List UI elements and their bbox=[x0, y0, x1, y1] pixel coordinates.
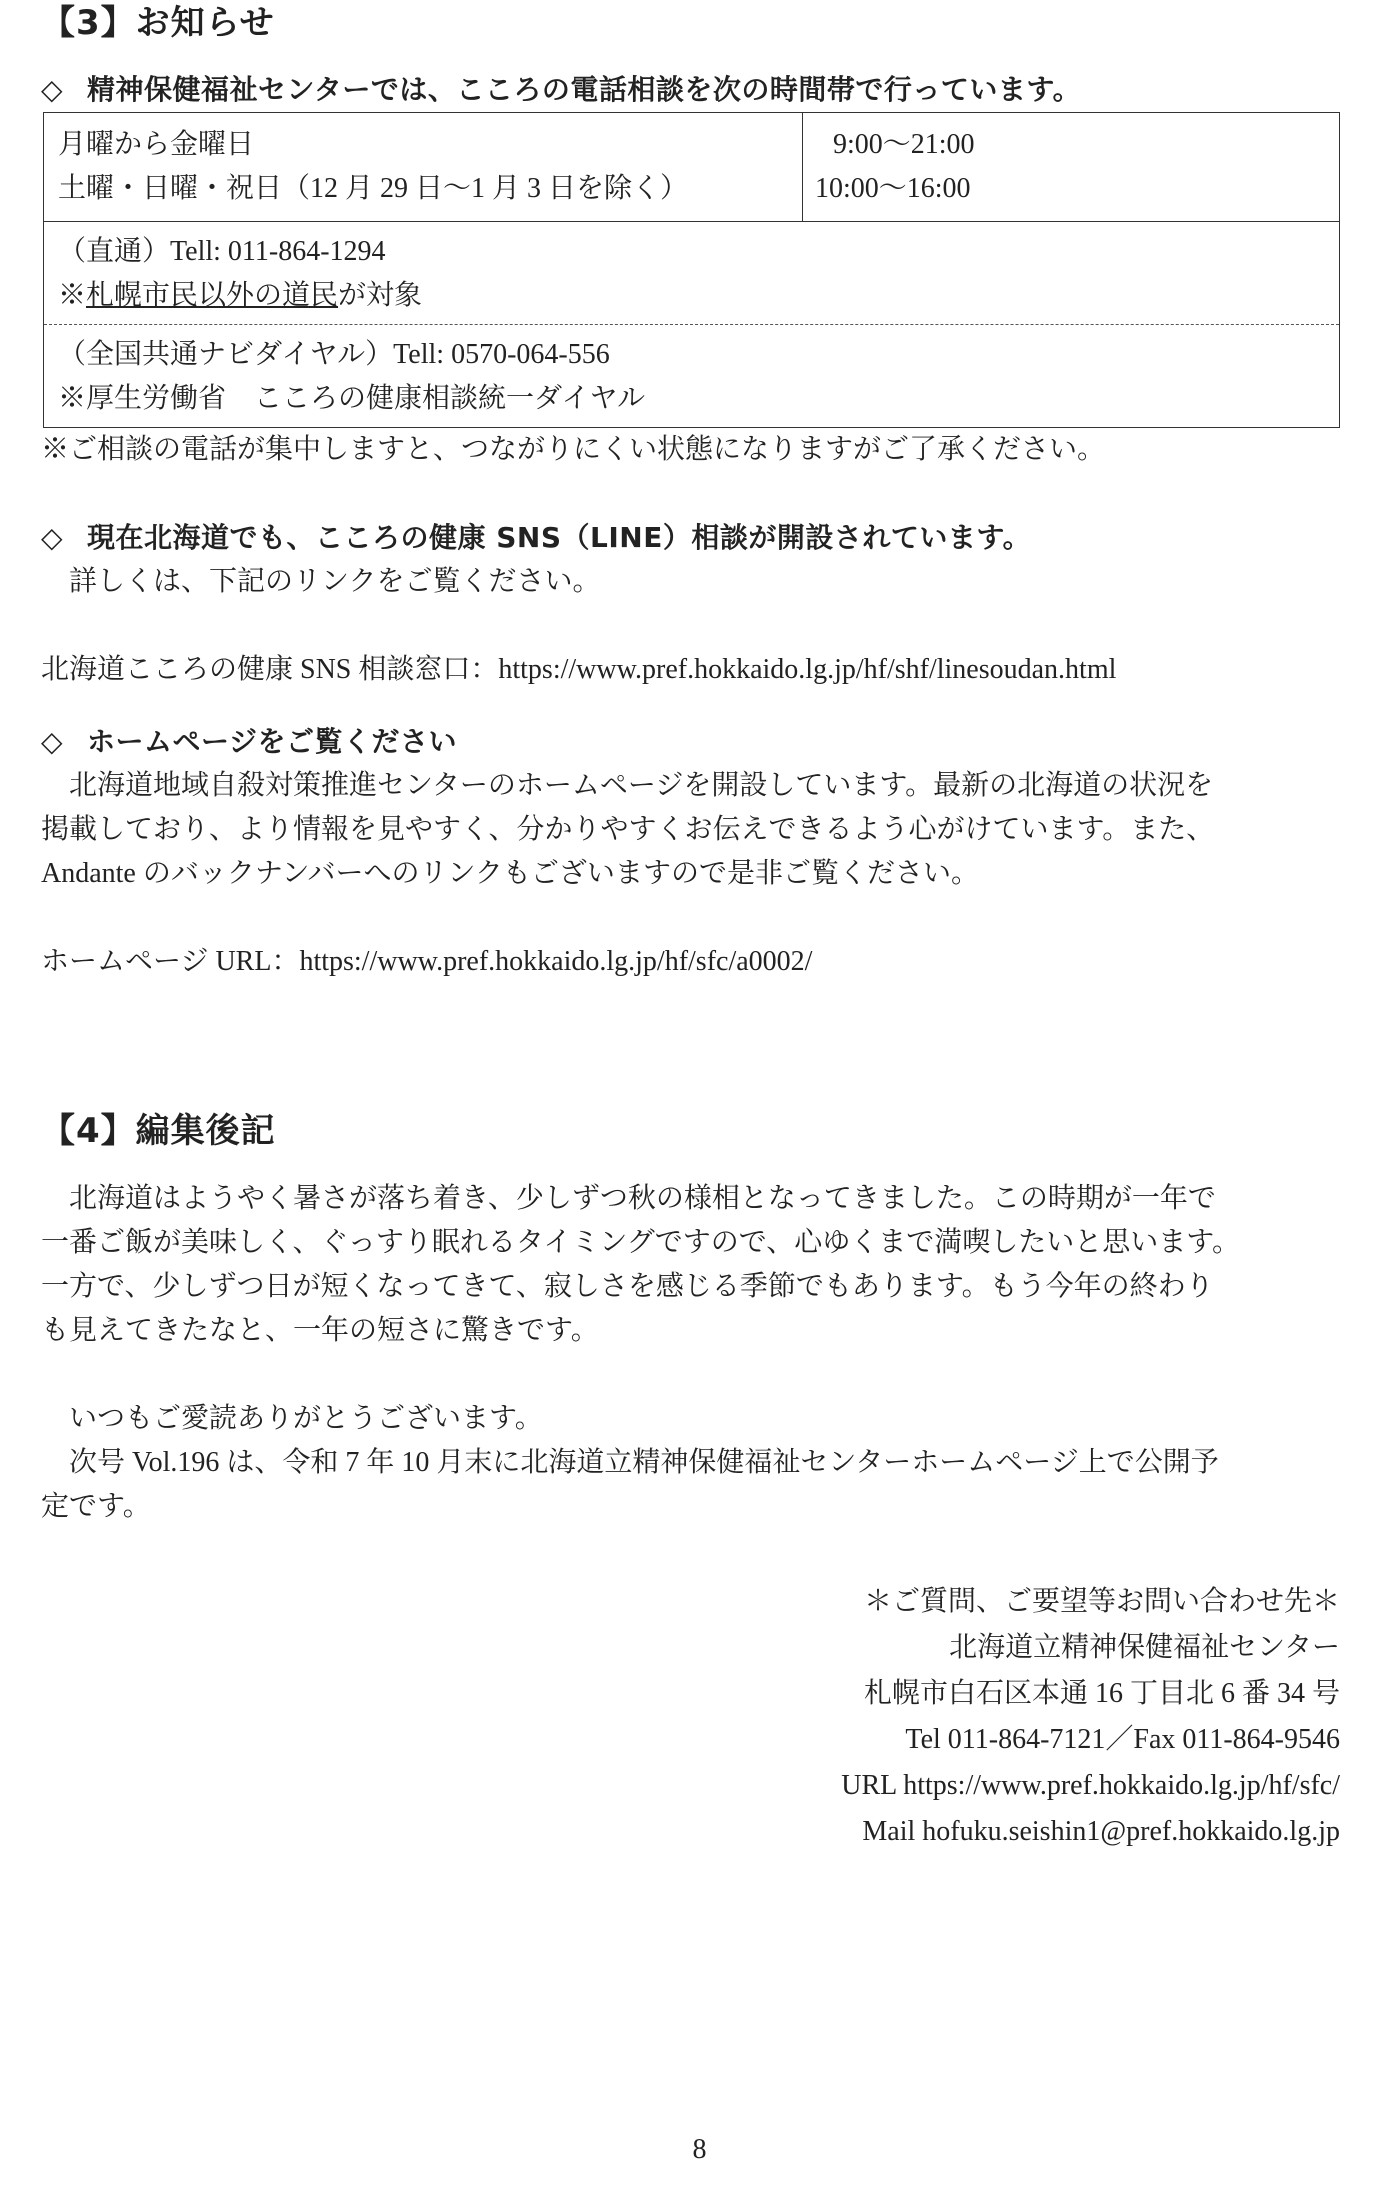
sns-consult-text: 詳しくは、下記のリンクをご覧ください。 bbox=[69, 566, 601, 597]
next-issue-line: 定です。 bbox=[41, 1491, 151, 1522]
note-mark: ※ bbox=[58, 280, 87, 311]
time-weekend: 10:00〜16:00 bbox=[815, 173, 971, 204]
afterword-line: 一方で、少しずつ日が短くなってきて、寂しさを感じる季節でもあります。もう今年の終わり bbox=[41, 1271, 1214, 1302]
afterword-line: も見えてきたなと、一年の短さに驚きです。 bbox=[41, 1315, 599, 1346]
navi-tel: （全国共通ナビダイヤル）Tell: 0570-064-556 bbox=[58, 339, 610, 370]
phone-consult-heading bbox=[41, 68, 1351, 112]
contact-mail[interactable]: Mail hofuku.seishin1@pref.hokkaido.lg.jp bbox=[862, 1816, 1340, 1847]
consult-hours-table bbox=[43, 112, 1340, 428]
contact-telfax: Tel 011-864-7121／Fax 011-864-9546 bbox=[905, 1724, 1340, 1755]
diamond-icon: ◇ bbox=[41, 725, 64, 758]
thanks-line: いつもご愛読ありがとうございます。 bbox=[69, 1403, 543, 1434]
homepage-para-line: 掲載しており、より情報を見やすく、分かりやすくお伝えできるよう心がけています。また、 bbox=[41, 814, 1215, 845]
homepage-heading-text: ホームページをご覧ください bbox=[87, 725, 457, 758]
sns-consult-heading bbox=[41, 516, 1351, 560]
direct-tel: （直通）Tell: 011-864-1294 bbox=[58, 236, 386, 267]
section-4-body bbox=[41, 1177, 1351, 1529]
section-3-title: 【3】お知らせ bbox=[41, 3, 275, 43]
contact-org: 北海道立精神保健福祉センター bbox=[949, 1632, 1340, 1663]
contact-address: 札幌市白石区本通 16 丁目北 6 番 34 号 bbox=[863, 1678, 1340, 1709]
diamond-icon: ◇ bbox=[41, 521, 64, 554]
hours-row bbox=[44, 113, 1339, 222]
diamond-icon: ◇ bbox=[41, 73, 64, 106]
afterword-line: 一番ご飯が美味しく、ぐっすり眠れるタイミングですので、心ゆくまで満喫したいと思います。 bbox=[41, 1227, 1240, 1258]
contact-url[interactable]: URL https://www.pref.hokkaido.lg.jp/hf/sfc/ bbox=[841, 1770, 1340, 1801]
contact-block bbox=[841, 1579, 1340, 1855]
direct-tel-note bbox=[58, 274, 1325, 318]
section-4-title: 【4】編集後記 bbox=[41, 1111, 276, 1151]
homepage-para-line: 北海道地域自殺対策推進センターのホームページを開設しています。最新の北海道の状況を bbox=[69, 770, 1214, 801]
sns-consult-heading-text: 現在北海道でも、こころの健康 SNS（LINE）相談が開設されています。 bbox=[87, 521, 1032, 554]
hours-days-cell bbox=[44, 113, 803, 221]
page-number: 8 bbox=[692, 2134, 707, 2165]
consult-footnote: ※ご相談の電話が集中しますと、つながりにくい状態になりますがご了承ください。 bbox=[41, 434, 1106, 465]
homepage-heading bbox=[41, 720, 1351, 764]
note-suffix: が対象 bbox=[338, 280, 423, 311]
navi-tel-note: ※厚生労働省 こころの健康相談統一ダイヤル bbox=[58, 383, 646, 414]
next-issue-line: 次号 Vol.196 は、令和 7 年 10 月末に北海道立精神保健福祉センターホームページ上で公開予 bbox=[69, 1447, 1219, 1478]
section-3-body bbox=[41, 68, 1351, 984]
navi-tel-block bbox=[44, 325, 1339, 427]
days-weekend: 土曜・日曜・祝日（12 月 29 日〜1 月 3 日を除く） bbox=[58, 173, 689, 204]
target-residents: 札幌市民以外の道民 bbox=[86, 280, 339, 311]
sns-consult-link[interactable]: 北海道こころの健康 SNS 相談窓口：https://www.pref.hokkaido.lg.jp/hf/shf/linesoudan.html bbox=[41, 654, 1117, 685]
phone-consult-heading-text: 精神保健福祉センターでは、こころの電話相談を次の時間帯で行っています。 bbox=[87, 73, 1082, 106]
afterword-line: 北海道はようやく暑さが落ち着き、少しずつ秋の様相となってきました。この時期が一年で bbox=[69, 1183, 1216, 1214]
contact-heading: ＊ご質問、ご要望等お問い合わせ先＊ bbox=[863, 1586, 1340, 1617]
homepage-url[interactable]: ホームページ URL：https://www.pref.hokkaido.lg.jp/hf/sfc/a0002/ bbox=[41, 946, 813, 977]
hours-time-cell bbox=[803, 113, 987, 221]
direct-tel-block bbox=[44, 222, 1339, 325]
days-weekday: 月曜から金曜日 bbox=[58, 129, 255, 160]
homepage-para-line: Andante のバックナンバーへのリンクもございますので是非ご覧ください。 bbox=[41, 858, 979, 889]
time-weekday: 9:00〜21:00 bbox=[833, 129, 975, 160]
